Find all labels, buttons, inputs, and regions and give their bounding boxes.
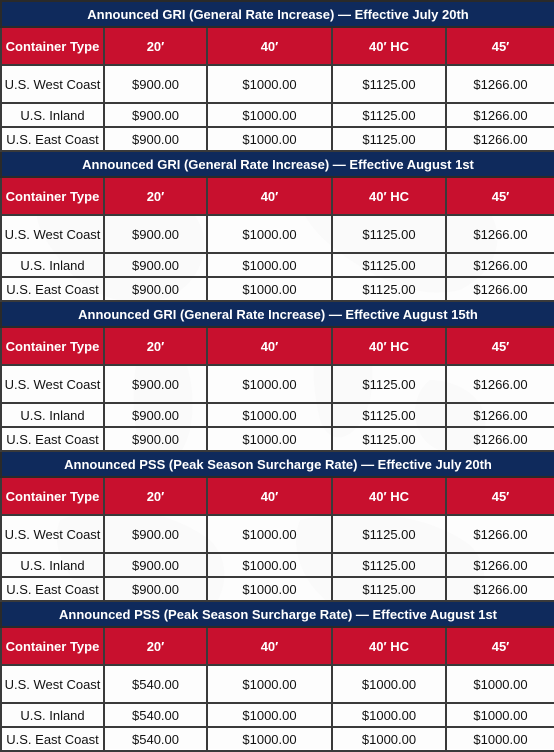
rate-cell: $900.00 bbox=[104, 253, 207, 277]
table-row bbox=[1, 127, 554, 151]
region-cell: U.S. West Coast bbox=[1, 365, 104, 403]
rate-cell: $1125.00 bbox=[332, 253, 446, 277]
rate-cell: $1000.00 bbox=[207, 65, 332, 103]
region-cell: U.S. Inland bbox=[1, 553, 104, 577]
table-row bbox=[1, 577, 554, 601]
header-40ft: 40′ bbox=[207, 327, 332, 365]
header-40ft-hc: 40′ HC bbox=[332, 477, 446, 515]
rate-cell: $1125.00 bbox=[332, 365, 446, 403]
header-40ft-hc: 40′ HC bbox=[332, 27, 446, 65]
rate-cell: $900.00 bbox=[104, 65, 207, 103]
rate-cell: $1125.00 bbox=[332, 215, 446, 253]
table-row bbox=[1, 277, 554, 301]
header-40ft: 40′ bbox=[207, 177, 332, 215]
header-container-type: Container Type bbox=[1, 477, 104, 515]
rate-cell: $1000.00 bbox=[446, 703, 554, 727]
header-20ft: 20′ bbox=[104, 627, 207, 665]
section-title-row bbox=[1, 451, 554, 477]
column-header-row bbox=[1, 477, 554, 515]
rate-cell: $540.00 bbox=[104, 665, 207, 703]
rate-cell: $1125.00 bbox=[332, 403, 446, 427]
section-title-row bbox=[1, 301, 554, 327]
region-cell: U.S. Inland bbox=[1, 103, 104, 127]
header-45ft: 45′ bbox=[446, 627, 554, 665]
rate-cell: $1000.00 bbox=[207, 277, 332, 301]
header-20ft: 20′ bbox=[104, 27, 207, 65]
header-20ft: 20′ bbox=[104, 477, 207, 515]
rate-cell: $1000.00 bbox=[207, 727, 332, 751]
rate-cell: $1000.00 bbox=[207, 403, 332, 427]
section-title-row bbox=[1, 151, 554, 177]
rate-cell: $1000.00 bbox=[332, 703, 446, 727]
rate-cell: $1000.00 bbox=[207, 253, 332, 277]
rate-cell: $900.00 bbox=[104, 277, 207, 301]
rate-cell: $900.00 bbox=[104, 577, 207, 601]
rate-cell: $1266.00 bbox=[446, 577, 554, 601]
rate-cell: $1000.00 bbox=[332, 727, 446, 751]
rate-cell: $1000.00 bbox=[207, 103, 332, 127]
rate-cell: $900.00 bbox=[104, 515, 207, 553]
rate-cell: $1125.00 bbox=[332, 103, 446, 127]
rate-cell: $1125.00 bbox=[332, 427, 446, 451]
region-cell: U.S. Inland bbox=[1, 403, 104, 427]
section-title-row bbox=[1, 1, 554, 27]
rate-cell: $900.00 bbox=[104, 103, 207, 127]
header-container-type: Container Type bbox=[1, 27, 104, 65]
header-40ft-hc: 40′ HC bbox=[332, 177, 446, 215]
region-cell: U.S. Inland bbox=[1, 703, 104, 727]
column-header-row bbox=[1, 627, 554, 665]
header-45ft: 45′ bbox=[446, 27, 554, 65]
rate-cell: $1000.00 bbox=[207, 515, 332, 553]
section-title: Announced GRI (General Rate Increase) — Effective July 20th bbox=[1, 1, 554, 27]
table-row bbox=[1, 427, 554, 451]
header-45ft: 45′ bbox=[446, 177, 554, 215]
rate-cell: $1000.00 bbox=[207, 577, 332, 601]
section-title: Announced PSS (Peak Season Surcharge Rate) — Effective August 1st bbox=[1, 601, 554, 627]
region-cell: U.S. West Coast bbox=[1, 215, 104, 253]
region-cell: U.S. West Coast bbox=[1, 665, 104, 703]
table-row bbox=[1, 403, 554, 427]
column-header-row bbox=[1, 327, 554, 365]
header-45ft: 45′ bbox=[446, 327, 554, 365]
rate-cell: $1000.00 bbox=[207, 215, 332, 253]
table-row bbox=[1, 727, 554, 751]
table-row bbox=[1, 665, 554, 703]
section-title: Announced GRI (General Rate Increase) — Effective August 1st bbox=[1, 151, 554, 177]
rate-cell: $1266.00 bbox=[446, 103, 554, 127]
header-container-type: Container Type bbox=[1, 177, 104, 215]
rate-cell: $1125.00 bbox=[332, 515, 446, 553]
region-cell: U.S. East Coast bbox=[1, 577, 104, 601]
table-row bbox=[1, 365, 554, 403]
rate-cell: $900.00 bbox=[104, 365, 207, 403]
rate-cell: $1125.00 bbox=[332, 65, 446, 103]
table-row bbox=[1, 65, 554, 103]
rate-cell: $1266.00 bbox=[446, 253, 554, 277]
rate-cell: $1266.00 bbox=[446, 215, 554, 253]
region-cell: U.S. East Coast bbox=[1, 427, 104, 451]
section-title-row bbox=[1, 601, 554, 627]
rate-cell: $1125.00 bbox=[332, 577, 446, 601]
rate-cell: $900.00 bbox=[104, 427, 207, 451]
region-cell: U.S. West Coast bbox=[1, 65, 104, 103]
header-40ft: 40′ bbox=[207, 477, 332, 515]
rate-cell: $1000.00 bbox=[207, 127, 332, 151]
rate-cell: $1266.00 bbox=[446, 403, 554, 427]
region-cell: U.S. Inland bbox=[1, 253, 104, 277]
region-cell: U.S. West Coast bbox=[1, 515, 104, 553]
section-title: Announced GRI (General Rate Increase) — Effective August 15th bbox=[1, 301, 554, 327]
rate-cell: $1000.00 bbox=[207, 665, 332, 703]
header-40ft-hc: 40′ HC bbox=[332, 327, 446, 365]
table-row bbox=[1, 553, 554, 577]
rate-cell: $900.00 bbox=[104, 127, 207, 151]
rate-cell: $1000.00 bbox=[207, 703, 332, 727]
region-cell: U.S. East Coast bbox=[1, 727, 104, 751]
table-row bbox=[1, 215, 554, 253]
rate-cell: $1125.00 bbox=[332, 277, 446, 301]
rate-cell: $1000.00 bbox=[207, 427, 332, 451]
column-header-row bbox=[1, 177, 554, 215]
header-40ft-hc: 40′ HC bbox=[332, 627, 446, 665]
rate-cell: $900.00 bbox=[104, 553, 207, 577]
header-container-type: Container Type bbox=[1, 627, 104, 665]
rate-cell: $1000.00 bbox=[446, 665, 554, 703]
rate-cell: $1266.00 bbox=[446, 127, 554, 151]
rate-cell: $1000.00 bbox=[207, 553, 332, 577]
header-container-type: Container Type bbox=[1, 327, 104, 365]
table-row bbox=[1, 703, 554, 727]
header-40ft: 40′ bbox=[207, 627, 332, 665]
rate-cell: $1000.00 bbox=[207, 365, 332, 403]
rate-cell: $1125.00 bbox=[332, 553, 446, 577]
table-row bbox=[1, 103, 554, 127]
column-header-row bbox=[1, 27, 554, 65]
header-40ft: 40′ bbox=[207, 27, 332, 65]
rate-cell: $1000.00 bbox=[332, 665, 446, 703]
rate-cell: $1266.00 bbox=[446, 553, 554, 577]
rate-cell: $1000.00 bbox=[446, 727, 554, 751]
rate-cell: $1266.00 bbox=[446, 515, 554, 553]
header-20ft: 20′ bbox=[104, 177, 207, 215]
rate-cell: $1266.00 bbox=[446, 365, 554, 403]
table-row bbox=[1, 515, 554, 553]
region-cell: U.S. East Coast bbox=[1, 277, 104, 301]
rate-cell: $900.00 bbox=[104, 215, 207, 253]
rate-cell: $540.00 bbox=[104, 703, 207, 727]
header-20ft: 20′ bbox=[104, 327, 207, 365]
rate-cell: $540.00 bbox=[104, 727, 207, 751]
rate-cell: $1266.00 bbox=[446, 277, 554, 301]
rate-cell: $1125.00 bbox=[332, 127, 446, 151]
rate-cell: $1266.00 bbox=[446, 65, 554, 103]
region-cell: U.S. East Coast bbox=[1, 127, 104, 151]
rate-cell: $900.00 bbox=[104, 403, 207, 427]
section-title: Announced PSS (Peak Season Surcharge Rate) — Effective July 20th bbox=[1, 451, 554, 477]
rate-table-body bbox=[1, 1, 554, 751]
table-row bbox=[1, 253, 554, 277]
rate-cell: $1266.00 bbox=[446, 427, 554, 451]
header-45ft: 45′ bbox=[446, 477, 554, 515]
